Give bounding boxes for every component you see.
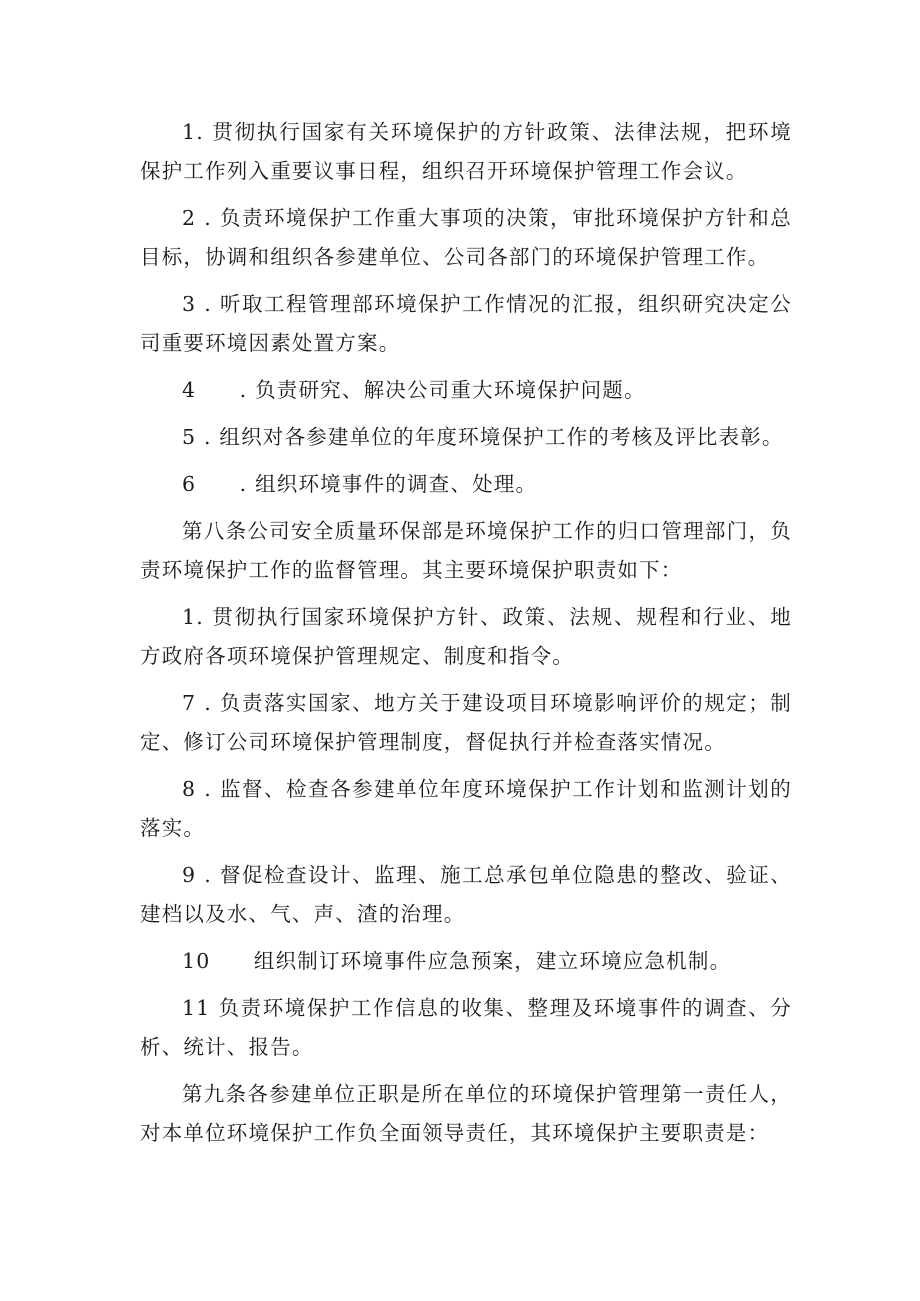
article-9-paragraph: 第九条各参建单位正职是所在单位的环境保护管理第一责任人，对本单位环境保护工作负全面领导责任，其环境保护主要职责是： <box>140 1082 792 1145</box>
paragraph-8-10: 10 组织制订环境事件应急预案，建立环境应急机制。 <box>182 949 732 973</box>
paragraph-2: 2 . 负责环境保护工作重大事项的决策，审批环境保护方针和总目标，协调和组织各参建单位、公司各部门的环境保护管理工作。 <box>140 206 792 269</box>
paragraph-6: 6 . 组织环境事件的调查、处理。 <box>182 472 538 496</box>
paragraph-4: 4 . 负责研究、解决公司重大环境保护问题。 <box>182 378 646 402</box>
article-8-paragraph: 第八条公司安全质量环保部是环境保护工作的归口管理部门，负责环境保护工作的监督管理。其主要环境保护职责如下： <box>140 519 792 582</box>
paragraph-1: 1. 贯彻执行国家有关环境保护的方针政策、法律法规，把环境保护工作列入重要议事日程，组织召开环境保护管理工作会议。 <box>140 120 792 183</box>
paragraph-5: 5 . 组织对各参建单位的年度环境保护工作的考核及评比表彰。 <box>182 425 784 449</box>
paragraph-8-7: 7 . 负责落实国家、地方关于建设项目环境影响评价的规定；制定、修订公司环境保护管理制度，督促执行并检查落实情况。 <box>140 691 792 754</box>
paragraph-8-9: 9 . 督促检查设计、监理、施工总承包单位隐患的整改、验证、建档以及水、气、声、渣的治理。 <box>140 863 792 926</box>
paragraph-8-8: 8 . 监督、检查各参建单位年度环境保护工作计划和监测计划的落实。 <box>140 777 792 840</box>
paragraph-3: 3 . 听取工程管理部环境保护工作情况的汇报，组织研究决定公司重要环境因素处置方案。 <box>140 292 792 355</box>
paragraph-8-1: 1. 贯彻执行国家环境保护方针、政策、法规、规程和行业、地方政府各项环境保护管理规定、制度和指令。 <box>140 605 792 668</box>
paragraph-8-11: 11 负责环境保护工作信息的收集、整理及环境事件的调查、分析、统计、报告。 <box>140 996 792 1059</box>
document-body <box>0 113 920 1153</box>
